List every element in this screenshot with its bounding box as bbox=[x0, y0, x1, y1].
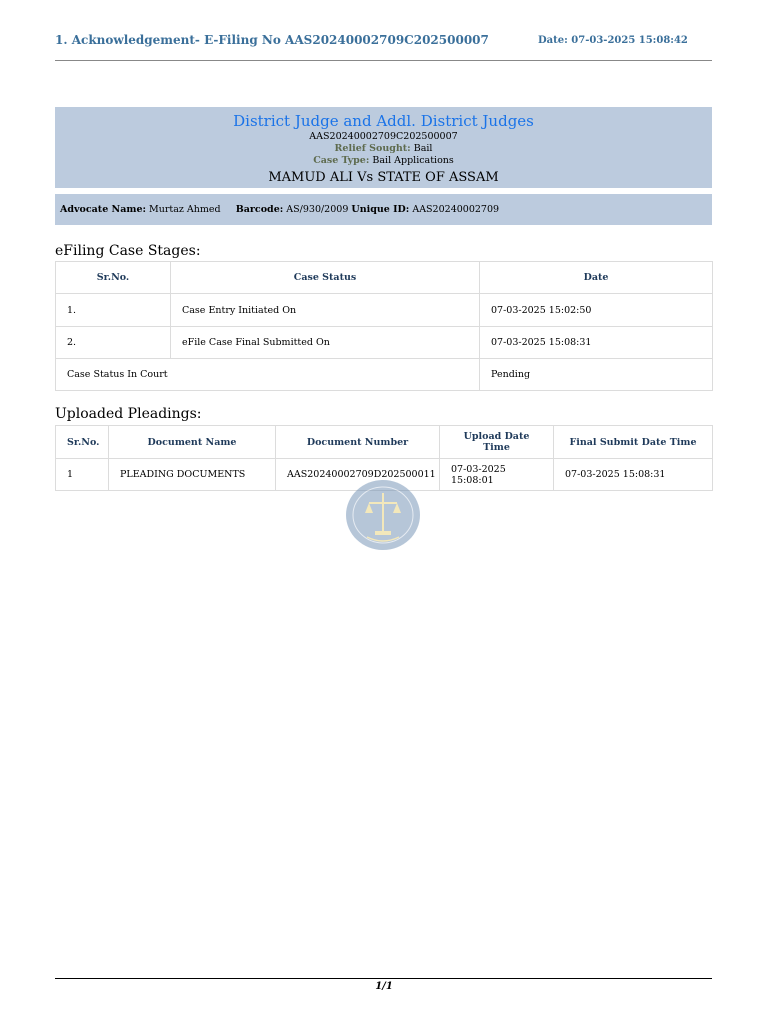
relief-sought-label: Relief Sought: bbox=[334, 143, 411, 154]
table-row bbox=[56, 294, 713, 327]
case-type-value: Bail Applications bbox=[372, 155, 454, 166]
cell-document-name: PLEADING DOCUMENTS bbox=[109, 459, 276, 491]
relief-sought bbox=[55, 143, 712, 155]
cell-srno: 1 bbox=[56, 459, 109, 491]
advocate-info-line bbox=[55, 204, 499, 215]
advocate-info-panel bbox=[55, 194, 712, 225]
table-header-row bbox=[56, 262, 713, 294]
case-type-label: Case Type: bbox=[313, 155, 370, 166]
cell-document-number: AAS20240002709D202500011 bbox=[276, 459, 440, 491]
advocate-name-value: Murtaz Ahmed bbox=[149, 204, 221, 215]
column-header-case-status: Case Status bbox=[171, 262, 480, 294]
relief-sought-value: Bail bbox=[413, 143, 433, 154]
cell-upload-date-time: 07-03-2025 15:08:01 bbox=[440, 459, 554, 491]
cell-date: 07-03-2025 15:08:31 bbox=[480, 327, 713, 359]
case-stages-title: eFiling Case Stages: bbox=[55, 243, 201, 259]
acknowledgement-title: 1. Acknowledgement- E-Filing No AAS20240002709C202500007 bbox=[55, 33, 489, 47]
court-status-value: Pending bbox=[480, 359, 713, 391]
uploaded-pleadings-title: Uploaded Pleadings: bbox=[55, 406, 202, 422]
column-header-srno: Sr.No. bbox=[56, 262, 171, 294]
cell-case-status: eFile Case Final Submitted On bbox=[171, 327, 480, 359]
barcode-value: AS/930/2009 bbox=[286, 204, 349, 215]
court-seal-icon bbox=[345, 479, 421, 551]
page-number: 1/1 bbox=[375, 981, 393, 992]
page-header bbox=[55, 30, 712, 61]
cell-srno: 2. bbox=[56, 327, 171, 359]
column-header-final-submit-date-time: Final Submit Date Time bbox=[554, 426, 713, 459]
cell-case-status: Case Entry Initiated On bbox=[171, 294, 480, 327]
column-header-document-number: Document Number bbox=[276, 426, 440, 459]
court-name: District Judge and Addl. District Judges bbox=[233, 112, 534, 130]
cell-date: 07-03-2025 15:02:50 bbox=[480, 294, 713, 327]
court-status-label: Case Status In Court bbox=[56, 359, 480, 391]
table-header-row bbox=[56, 426, 713, 459]
unique-id-label: Unique ID: bbox=[351, 204, 410, 215]
acknowledgement-date: Date: 07-03-2025 15:08:42 bbox=[538, 35, 688, 46]
advocate-name-label: Advocate Name: bbox=[60, 204, 146, 215]
cell-srno: 1. bbox=[56, 294, 171, 327]
case-stages-table bbox=[55, 261, 713, 391]
column-header-srno: Sr.No. bbox=[56, 426, 109, 459]
column-header-document-name: Document Name bbox=[109, 426, 276, 459]
footer-divider bbox=[55, 978, 712, 979]
unique-id-value: AAS20240002709 bbox=[412, 204, 500, 215]
table-row bbox=[56, 327, 713, 359]
barcode-label: Barcode: bbox=[235, 204, 284, 215]
cell-final-submit-date-time: 07-03-2025 15:08:31 bbox=[554, 459, 713, 491]
table-row bbox=[56, 359, 713, 391]
column-header-upload-date-time: Upload Date Time bbox=[440, 426, 554, 459]
column-header-date: Date bbox=[480, 262, 713, 294]
court-info-panel bbox=[55, 107, 712, 188]
case-type bbox=[55, 155, 712, 167]
case-parties: MAMUD ALI Vs STATE OF ASSAM bbox=[268, 170, 499, 185]
efiling-number: AAS20240002709C202500007 bbox=[309, 131, 458, 142]
